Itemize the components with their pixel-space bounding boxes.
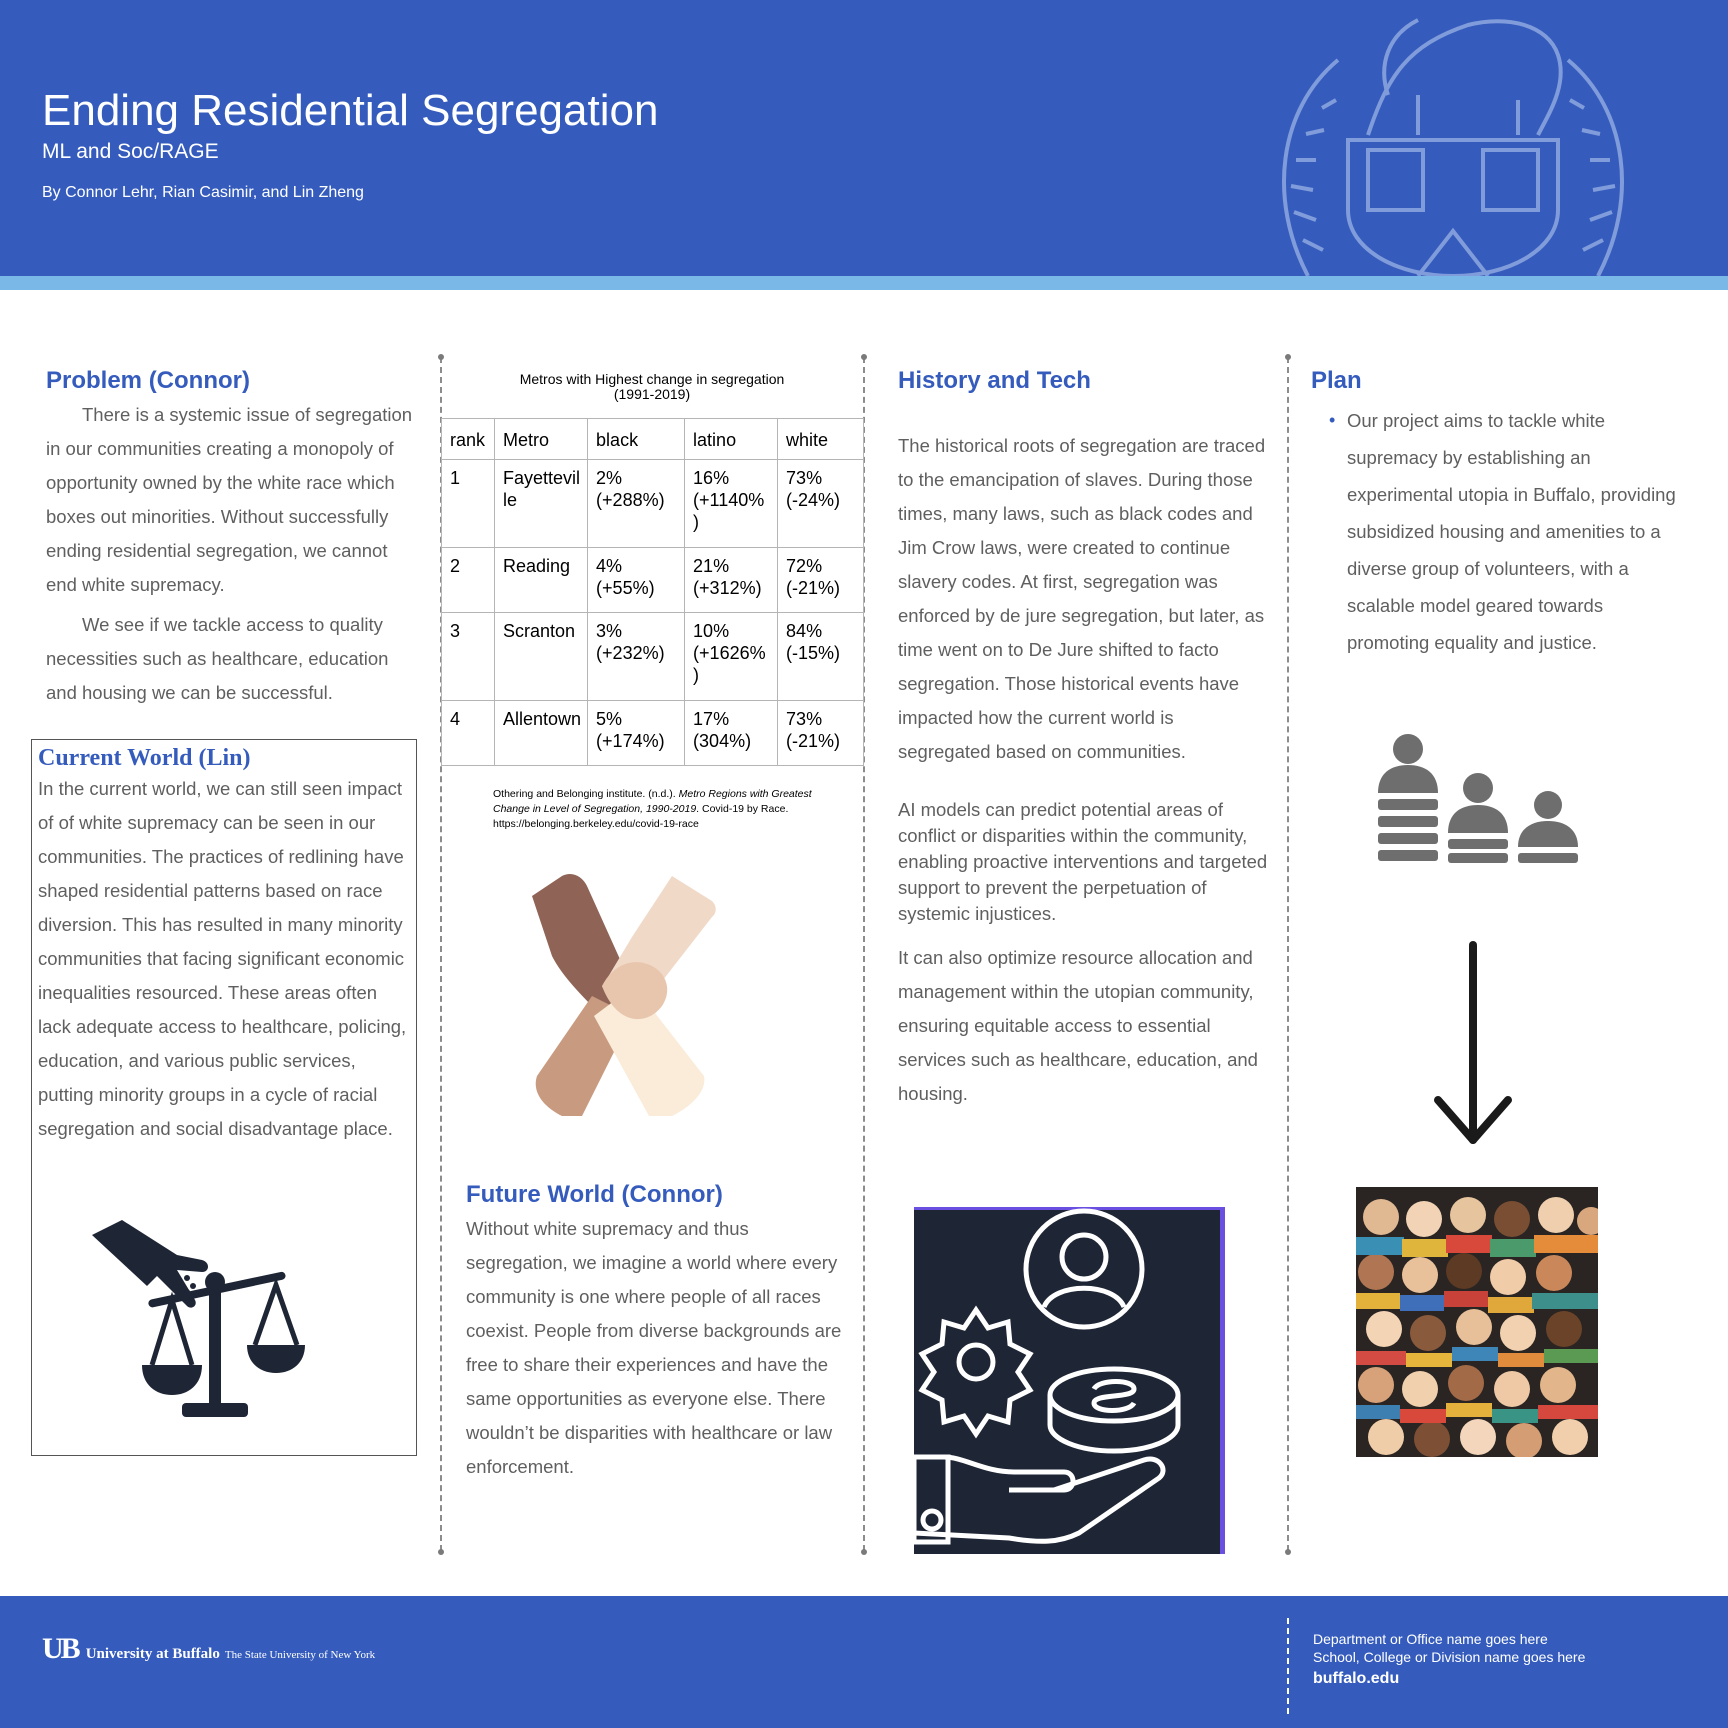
plan-bullet [1311,402,1681,661]
footer-divider [1287,1618,1289,1714]
table-row [442,548,864,613]
table-cell: 2 [442,548,495,613]
poster-header [0,0,1728,276]
table-cell: 3 [442,613,495,701]
table-caption-line: Metros with Highest change in segregation [519,371,785,387]
table-cell: 17% (304%) [685,701,778,766]
divider-dot [438,354,444,360]
table-cell: 10% (+1626% ) [685,613,778,701]
table-header-cell: Metro [495,419,588,460]
footer-info [1313,1630,1585,1688]
table-row [442,701,864,766]
table-cell: 73% (-21%) [778,701,864,766]
poster-title: Ending Residential Segregation [42,86,659,135]
table-cell: 21% (+312%) [685,548,778,613]
current-world-text: In the current world, we can still seen impact of of white supremacy can be seen in our communities. The practices of redlining have shaped residential patterns based on race diversion. This has resulted in many minority communities that facing significant economic inequalities resourced. These areas often lack adequate access to healthcare, policing, education, and various public services, putting minority groups in a cycle of racial segregation and social disadvantage place. [38,778,407,1139]
divider-dot [861,354,867,360]
table-header-cell: latino [685,419,778,460]
table-row [442,460,864,548]
website-link[interactable]: buffalo.edu [1313,1670,1400,1687]
plan-section [1311,366,1681,661]
citation-url: https://belonging.berkeley.edu/covid-19-race [493,818,699,830]
citation-text: . Covid-19 by Race. [696,803,789,815]
history-section [898,366,1270,1111]
diverse-crowd-icon [1356,1187,1598,1457]
table-citation [493,787,838,832]
current-world-box [31,739,417,1456]
history-paragraph: The historical roots of segregation are traced to the emancipation of slaves. During those times, many laws, such as black codes and Jim Crow laws, were created to continue slavery codes. At first, segregation was enforced by de jure segregation, but later, as time went on to De Jure shifted to facto segregation. Those historical events have impacted how the current world is segregated based on communities. [898,435,1266,762]
divider-dot [1285,1549,1291,1555]
problem-paragraph: There is a systemic issue of segregation in our communities creating a monopoly of opportunity owned by the white race which boxes out minorities. Without successfully ending residential segregation, we cannot end white supremacy. [46,404,413,595]
hand-scale-icon [87,1220,327,1430]
table-cell: Fayettevil le [495,460,588,548]
problem-section [46,366,420,710]
bullet-dot: • [1329,410,1336,430]
poster-footer [0,1596,1728,1728]
ai-service-icon [914,1207,1225,1554]
table-cell: 3% (+232%) [588,613,685,701]
table-cell: 72% (-21%) [778,548,864,613]
table-cell: Allentown [495,701,588,766]
table-header-cell: rank [442,419,495,460]
table-row [442,613,864,701]
history-title: History and Tech [898,367,1091,394]
current-world-title: Current World (Lin) [38,745,251,771]
table-header-cell: black [588,419,685,460]
table-cell: 84% (-15%) [778,613,864,701]
ub-logo-mark: UB [42,1632,78,1665]
table-header-row [442,419,864,460]
table-cell: Reading [495,548,588,613]
department-name: Department or Office name goes here [1313,1631,1548,1647]
table-caption [441,372,863,402]
university-tagline: The State University of New York [224,1649,376,1661]
table-header-cell: white [778,419,864,460]
divider-dot [861,1549,867,1555]
future-world-title: Future World (Connor) [466,1181,723,1208]
table-cell: 16% (+1140% ) [685,460,778,548]
plan-title: Plan [1311,367,1362,394]
future-world-text: Without white supremacy and thus segregation, we imagine a world where every community is one where people of all races coexist. People from diverse backgrounds are free to share their experiences and have the same opportunities as everyone else. There wouldn’t be disparities with healthcare or law enforcement. [466,1218,842,1477]
ub-logo [42,1632,375,1666]
poster-authors: By Connor Lehr, Rian Casimir, and Lin Zheng [42,184,364,201]
column-divider [1287,357,1289,1551]
citation-text: Othering and Belonging institute. (n.d.). [493,788,679,800]
table-cell: 73% (-24%) [778,460,864,548]
plan-text: Our project aims to tackle white supremacy by establishing an experimental utopia in Buffalo, providing subsidized housing and amenities to a diverse group of volunteers, with a scalable model geared towards promoting equality and justice. [1347,410,1676,653]
table-cell: 5% (+174%) [588,701,685,766]
ranked-people-icon [1375,733,1585,873]
table-cell: 4% (+55%) [588,548,685,613]
history-paragraph: It can also optimize resource allocation and management within the utopian community, ensuring equitable access to essential services such as healthcare, education, and housing. [898,947,1258,1104]
table-cell: 1 [442,460,495,548]
poster-subtitle: ML and Soc/RAGE [42,140,219,163]
future-world-section [466,1180,846,1484]
segregation-table [441,418,864,766]
problem-paragraph: We see if we tackle access to quality necessities such as healthcare, education and housing we can be successful. [46,614,389,703]
citation-title: Metro Regions with Greatest Change in Level of Segregation, 1990-2019 [493,788,812,815]
stacked-hands-icon [522,866,742,1122]
table-cell: 2% (+288%) [588,460,685,548]
divider-dot [1285,354,1291,360]
university-name: University at Buffalo [85,1646,220,1662]
problem-title: Problem (Connor) [46,367,250,394]
seal-icon [1268,0,1638,276]
header-accent-strip [0,276,1728,290]
divider-dot [438,1549,444,1555]
table-caption-line: (1991-2019) [613,386,691,402]
down-arrow-icon [1430,940,1516,1150]
table-cell: Scranton [495,613,588,701]
table-cell: 4 [442,701,495,766]
school-name: School, College or Division name goes here [1313,1649,1586,1665]
history-paragraph: AI models can predict potential areas of conflict or disparities within the community, enabling proactive interventions and targeted support to prevent the perpetuation of systemic injustices. [898,799,1268,924]
